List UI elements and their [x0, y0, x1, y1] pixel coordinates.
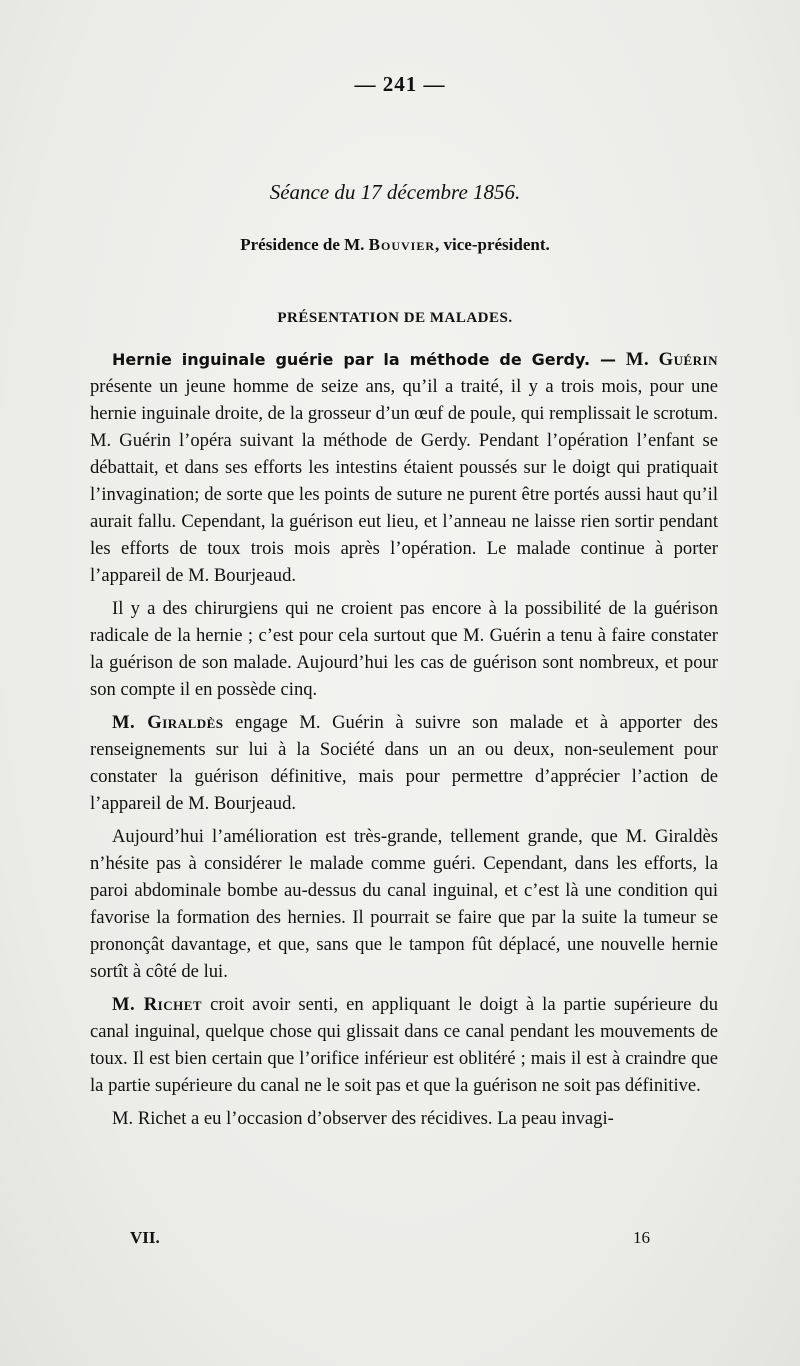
- speaker-guerin: M. Guérin: [625, 349, 718, 370]
- page-number: — 241 —: [354, 72, 446, 96]
- section-heading: PRÉSENTATION DE MALADES.: [277, 310, 513, 326]
- paragraph-2: [90, 595, 718, 703]
- paragraph-4: [90, 823, 718, 985]
- speaker-richet: M. Richet: [112, 994, 203, 1015]
- paragraph-6: [90, 1105, 718, 1132]
- paragraph-1: [90, 346, 718, 589]
- paragraph-text: Aujourd’hui l’amélioration est très-grande, tellement grande, que M. Giraldès n’hésite pas à considérer le malade comme guéri. Cependant, dans les efforts, la paroi abdominale bombe au-dessus du canal inguinal, et c’est là une condition qui favorise la formation des hernies. Il pourrait se faire que par la suite la tumeur se prononçât davantage, et que, sans que le tampon fût déplacé, une nouvelle hernie sortît à côté de lui.: [90, 826, 718, 982]
- volume-number: VII.: [130, 1228, 160, 1247]
- paragraph-5: [90, 991, 718, 1099]
- presidency-prefix: Présidence de M.: [240, 235, 369, 254]
- paragraph-text: engage M. Guérin à suivre son malade et à apporter des renseignements sur lui à la Société dans un an ou deux, non-seulement pour constater la guérison définitive, mais pour permettre d’apprécier l’action de l’appareil de M. Bourjeaud.: [90, 712, 718, 814]
- signature-mark: 16: [633, 1228, 650, 1247]
- case-heading: Hernie inguinale guérie par la méthode de Gerdy. —: [112, 350, 626, 369]
- presidency-line: [0, 235, 790, 255]
- presidency-name: Bouvier: [368, 235, 436, 254]
- paragraph-text: croit avoir senti, en appliquant le doigt à la partie supérieure du canal inguinal, quelque chose qui glissait dans ce canal pendant les mouvements de toux. Il est bien certain que l’orifice inférieur est oblitéré ; mais il est à craindre que la partie supérieure du canal ne le soit pas et que la guérison ne soit pas définitive.: [90, 994, 718, 1096]
- paragraph-text: M. Richet a eu l’occasion d’observer des récidives. La peau invagi-: [112, 1108, 614, 1129]
- paragraph-3: [90, 709, 718, 817]
- presidency-suffix: , vice-président.: [435, 235, 550, 254]
- paragraph-text: Il y a des chirurgiens qui ne croient pas encore à la possibilité de la guérison radicale de la hernie ; c’est pour cela surtout que M. Guérin a tenu à faire constater la guérison de son malade. Aujourd’hui les cas de guérison sont nombreux, et pour son compte il en possède cinq.: [90, 598, 718, 700]
- speaker-giraldes: M. Giraldès: [112, 712, 224, 733]
- paragraph-text: présente un jeune homme de seize ans, qu’il a traité, il y a trois mois, pour une hernie inguinale droite, de la grosseur d’un œuf de poule, qui remplissait le scrotum. M. Guérin l’opéra suivant la méthode de Gerdy. Pendant l’opération l’enfant se débattait, et dans ses efforts les intestins étaient poussés sur le doigt qui pratiquait l’invagination; de sorte que les points de suture ne purent être portés aussi haut qu’il aurait fallu. Cependant, la guérison eut lieu, et l’anneau ne laisse rien sortir pendant les efforts de toux trois mois après l’opération. Le malade continue à porter l’appareil de M. Bourjeaud.: [90, 376, 718, 586]
- body-text: [90, 346, 718, 1138]
- session-title: Séance du 17 décembre 1856.: [269, 180, 521, 204]
